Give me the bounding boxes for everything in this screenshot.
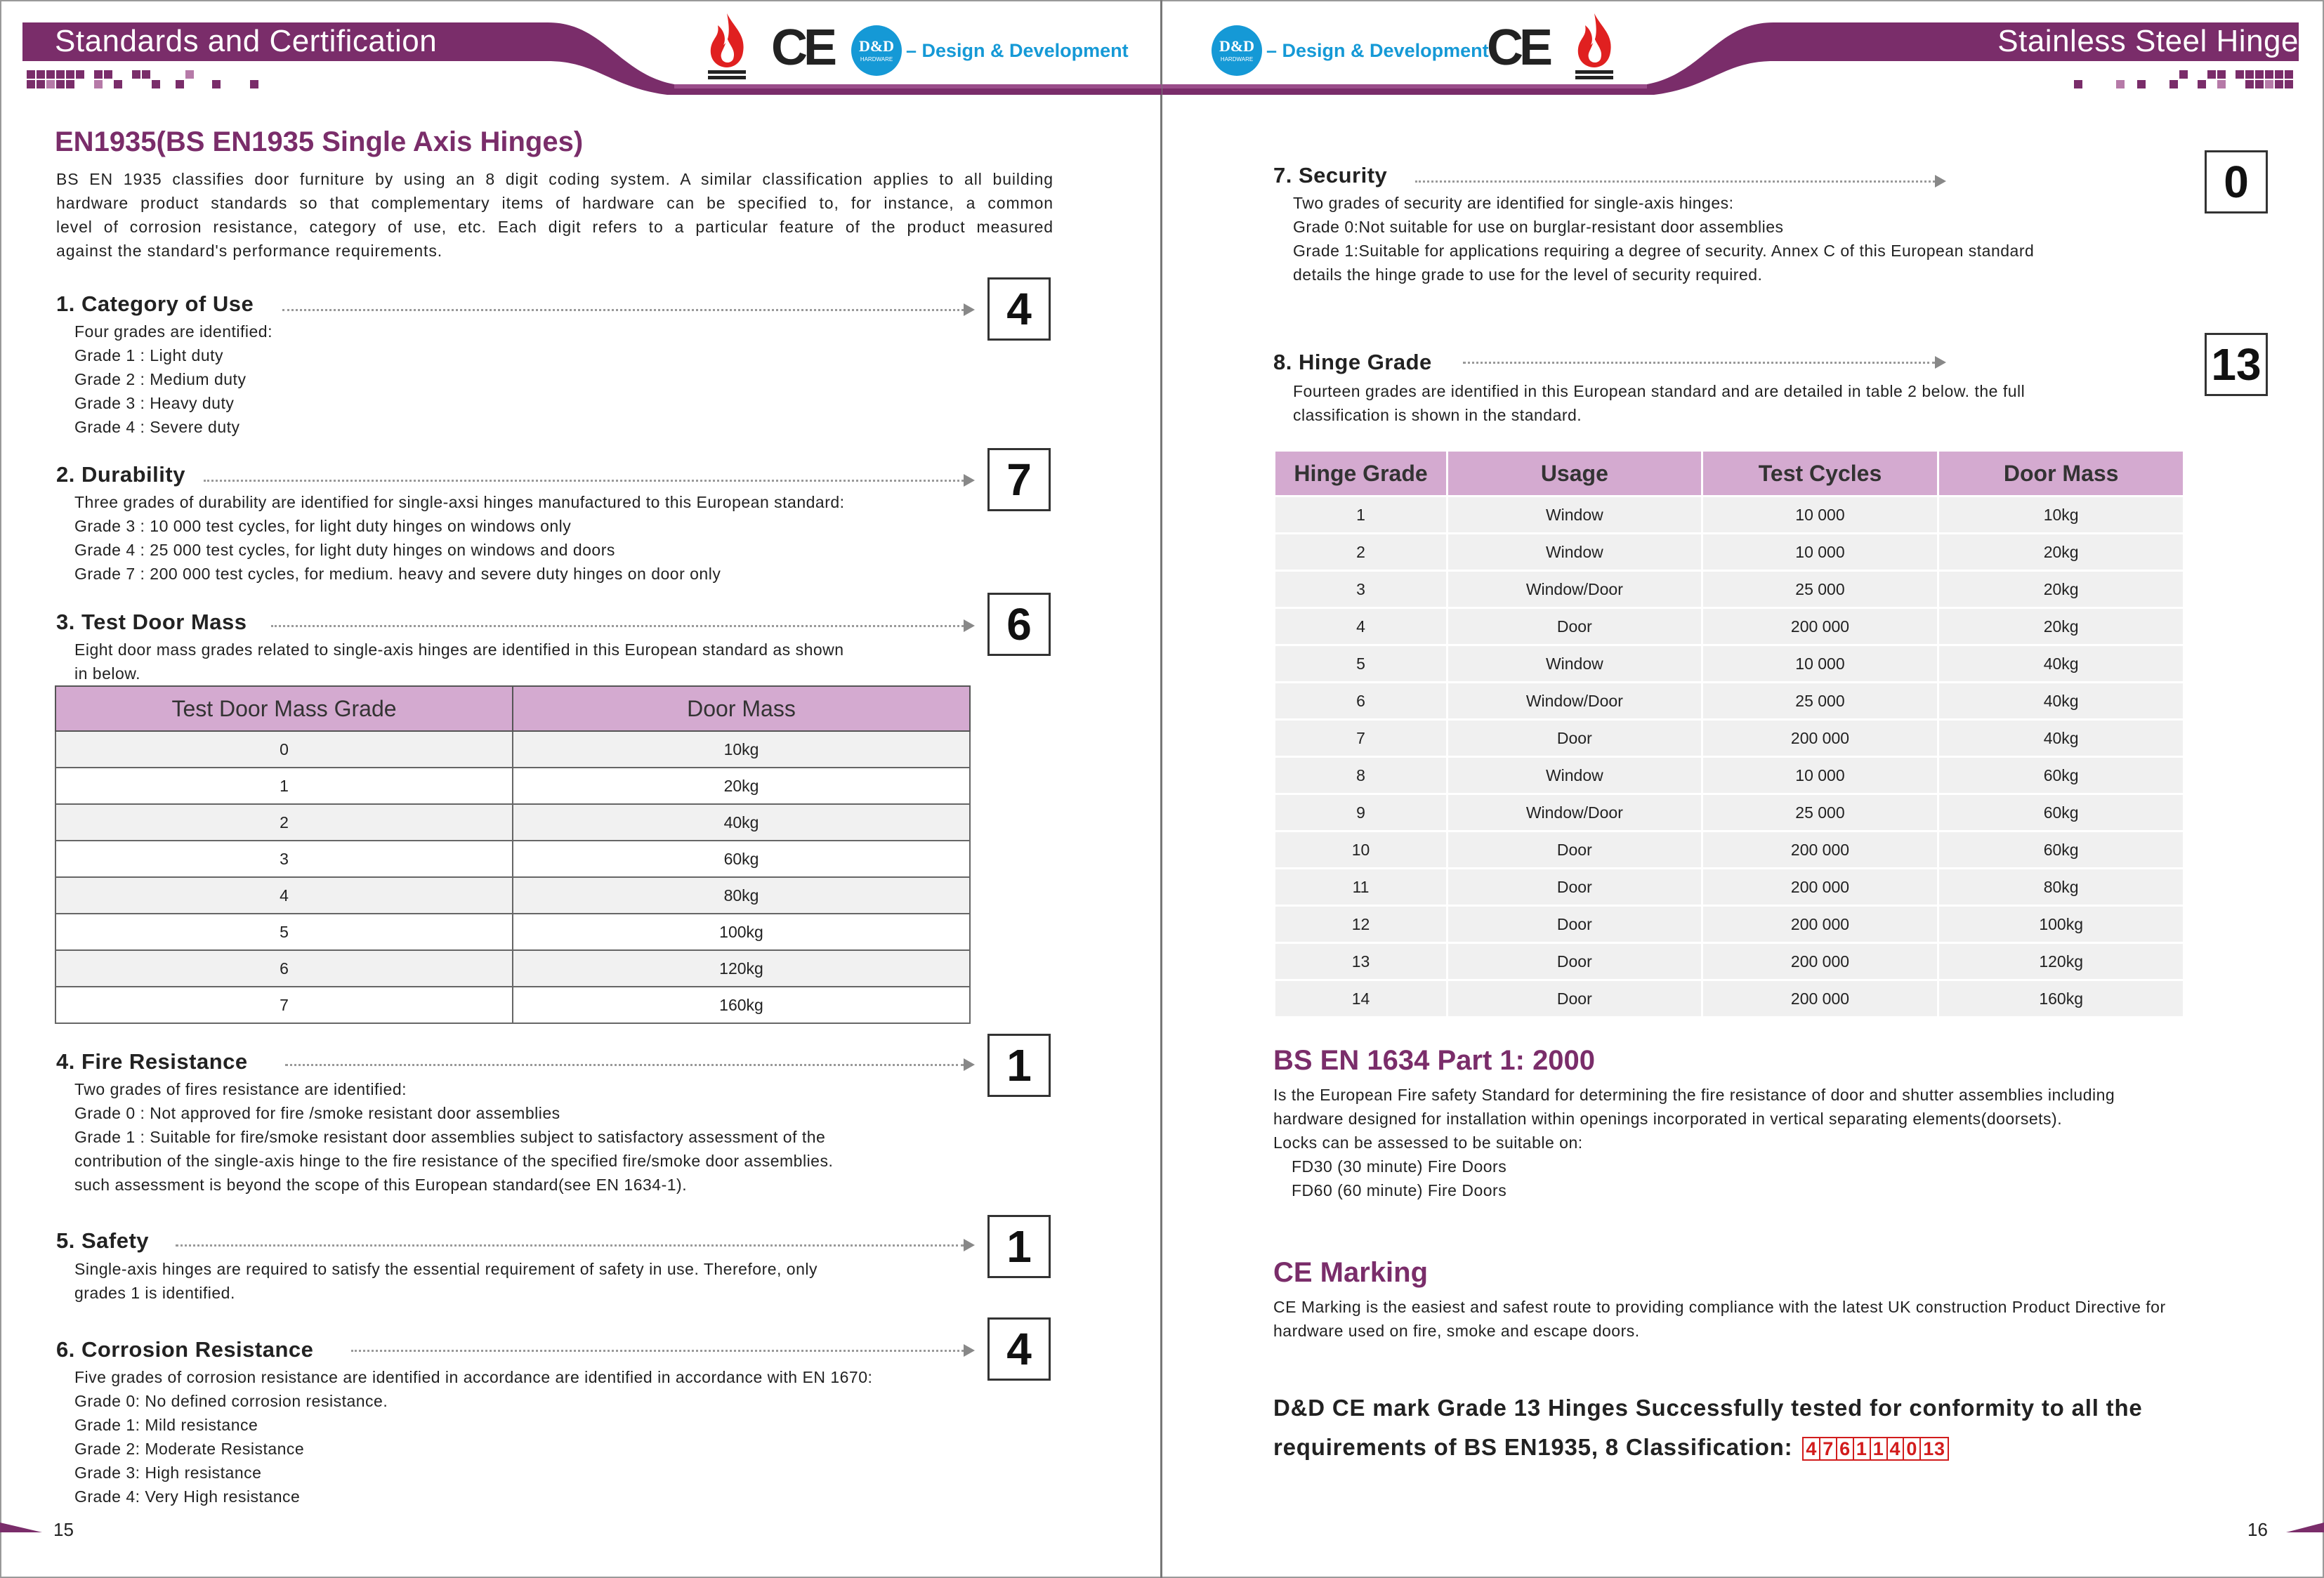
leader-dots <box>1463 362 1935 364</box>
test-door-mass-table <box>55 685 971 1024</box>
arrow-right-icon <box>964 1239 975 1251</box>
ce-marking-text: CE Marking is the easiest and safest route to providing compliance with the latest UK construction Product Directive for hardware used on fire, smoke and escape doors. <box>1273 1298 2166 1340</box>
bs-en-1634-text: Is the European Fire safety Standard for determining the fire resistance of door and shutter assemblies including hardware designed for installation within openings incorporated in vertical separating elements(doorsets). Locks can be assessed to be suitable on: FD30 (30 minute) Fire Doors FD60 (60 minute) Fire Doors <box>1273 1086 2115 1199</box>
ce-mark-icon: CE <box>771 20 834 76</box>
conclusion-line-1: D&D CE mark Grade 13 Hinges Successfully tested for conformity to all the <box>1273 1395 2143 1421</box>
category-of-use-text: Four grades are identified: Grade 1 : Light duty Grade 2 : Medium duty Grade 3 : Heavy duty Grade 4 : Severe duty <box>74 322 273 436</box>
page-number: 16 <box>2247 1519 2268 1540</box>
table-header: Door Mass <box>1938 451 2184 497</box>
footer-marker-left <box>0 1517 49 1538</box>
section-corrosion-resistance-title: 6. Corrosion Resistance <box>56 1337 314 1362</box>
right-page <box>1162 0 2324 1578</box>
table-row: 5 100kg <box>55 914 970 950</box>
leader-dots <box>204 480 964 482</box>
conclusion-line-2: requirements of BS EN1935, 8 Classification: 4 7 6 1 1 4 0 13 <box>1273 1434 1949 1461</box>
test-door-mass-text: Eight door mass grades related to single-axis hinges are identified in this European standard as shown in below. <box>74 640 844 683</box>
section-security-title: 7. Security <box>1273 163 1388 188</box>
leader-dots <box>282 309 964 311</box>
footer-marker-right <box>2286 1517 2324 1538</box>
table-row: 12 Door 200 000 100kg <box>1275 906 2184 943</box>
right-pixel-decoration <box>2026 70 2293 94</box>
table-row: 3 Window/Door 25 000 20kg <box>1275 571 2184 608</box>
security-value-box: 0 <box>2205 150 2268 213</box>
table-row: 2 40kg <box>55 804 970 841</box>
leader-dots <box>1415 180 1935 183</box>
arrow-right-icon <box>964 474 975 487</box>
dd-tagline: – Design & Development <box>906 40 1129 61</box>
table-header: Door Mass <box>513 686 970 731</box>
table-header: Test Door Mass Grade <box>55 686 513 731</box>
table-row: 7 160kg <box>55 987 970 1023</box>
classification-code: 4 7 6 1 1 4 0 13 <box>1804 1434 1948 1460</box>
arrow-right-icon <box>964 619 975 632</box>
dd-logo-icon: D&D HARDWARE <box>851 25 902 76</box>
section-durability-title: 2. Durability <box>56 462 185 487</box>
arrow-right-icon <box>1935 175 1946 188</box>
leader-dots <box>285 1064 964 1066</box>
table-row: 1 20kg <box>55 768 970 804</box>
fire-rated-icon <box>702 10 751 80</box>
durability-value-box: 7 <box>987 448 1051 511</box>
section-hinge-grade-title: 8. Hinge Grade <box>1273 350 1432 374</box>
left-header-title: Standards and Certification <box>55 24 438 58</box>
ce-marking-heading: CE Marking <box>1273 1257 1429 1288</box>
table-row: 7 Door 200 000 40kg <box>1275 720 2184 757</box>
left-pixel-decoration <box>27 70 280 94</box>
table-row: 3 60kg <box>55 841 970 877</box>
right-header-title: Stainless Steel Hinge <box>1997 24 2299 58</box>
table-row: 4 Door 200 000 20kg <box>1275 608 2184 645</box>
safety-value-box: 1 <box>987 1215 1051 1278</box>
page-number: 15 <box>53 1519 74 1540</box>
table-header: Usage <box>1447 451 1702 497</box>
category-of-use-value-box: 4 <box>987 277 1051 341</box>
table-row: 6 120kg <box>55 950 970 987</box>
safety-text: Single-axis hinges are required to satisfy the essential requirement of safety in use. Therefore, only grades 1 is identified. <box>74 1260 818 1302</box>
security-text: Two grades of security are identified for single-axis hinges: Grade 0:Not suitable for use on burglar-resistant door assemblies Grade 1:Suitable for applications requiring a degree of security. Annex C of this European standard details the hinge grade to use for the level of security required. <box>1293 194 2035 284</box>
bs-en-1634-heading: BS EN 1634 Part 1: 2000 <box>1273 1045 1596 1076</box>
corrosion-resistance-text: Five grades of corrosion resistance are identified in accordance are identified in accordance with EN 1670: Grade 0: No defined corrosion resistance. Grade 1: Mild resistance Grade 2: Moderate Resistance Grade 3: High resistance Grade 4: Very High resistance <box>74 1368 873 1506</box>
durability-text: Three grades of durability are identified for single-axsi hinges manufactured to this European standard: Grade 3 : 10 000 test cycles, for light duty hinges on windows only Grade 4 : 25 000 test cycles, for light duty hinges on windows and doors Grade 7 : 200 000 test cycles, for medium. heavy and severe duty hinges on door only <box>74 493 845 583</box>
table-row: 9 Window/Door 25 000 60kg <box>1275 794 2184 831</box>
table-row: 5 Window 10 000 40kg <box>1275 645 2184 683</box>
leader-dots <box>176 1244 964 1247</box>
dd-logo-icon: D&D HARDWARE <box>1212 25 1262 76</box>
table-row: 2 Window 10 000 20kg <box>1275 534 2184 571</box>
table-header: Test Cycles <box>1702 451 1938 497</box>
ce-mark-icon: CE <box>1487 20 1549 76</box>
arrow-right-icon <box>964 1058 975 1071</box>
table-header: Hinge Grade <box>1275 451 1447 497</box>
fire-resistance-text: Two grades of fires resistance are identified: Grade 0 : Not approved for fire /smoke resistant door assemblies Grade 1 : Suitable for fire/smoke resistant door assemblies subject to satisfactory assessment of the contribution of the single-axis hinge to the fire resistance of the specified fire/smoke door assemblies. such assessment is beyond the scope of this European standard(see EN 1634-1). <box>74 1080 834 1194</box>
table-row: 13 Door 200 000 120kg <box>1275 943 2184 980</box>
table-row: 10 Door 200 000 60kg <box>1275 831 2184 869</box>
test-door-mass-value-box: 6 <box>987 593 1051 656</box>
arrow-right-icon <box>964 1344 975 1357</box>
corrosion-resistance-value-box: 4 <box>987 1317 1051 1381</box>
fire-resistance-value-box: 1 <box>987 1034 1051 1097</box>
hinge-grade-value-box: 13 <box>2205 333 2268 396</box>
arrow-right-icon <box>1935 356 1946 369</box>
table-row: 4 80kg <box>55 877 970 914</box>
leader-dots <box>271 625 964 627</box>
table-row: 14 Door 200 000 160kg <box>1275 980 2184 1018</box>
section-fire-resistance-title: 4. Fire Resistance <box>56 1049 248 1074</box>
arrow-right-icon <box>964 303 975 316</box>
hinge-grade-text: Fourteen grades are identified in this European standard and are detailed in table 2 below. the full classification is shown in the standard. <box>1293 382 2026 424</box>
en1935-heading: EN1935(BS EN1935 Single Axis Hinges) <box>55 126 584 157</box>
section-test-door-mass-title: 3. Test Door Mass <box>56 610 247 634</box>
leader-dots <box>351 1350 964 1352</box>
hinge-grade-table <box>1273 449 2185 1018</box>
table-row: 6 Window/Door 25 000 40kg <box>1275 683 2184 720</box>
section-safety-title: 5. Safety <box>56 1228 150 1253</box>
fire-rated-icon <box>1570 10 1619 80</box>
table-row: 11 Door 200 000 80kg <box>1275 869 2184 906</box>
table-row: 1 Window 10 000 10kg <box>1275 497 2184 534</box>
dd-tagline: – Design & Development <box>1266 40 1489 61</box>
intro-paragraph: BS EN 1935 classifies door furniture by using an 8 digit coding system. A similar classification applies to all building hardware product standards so that complementary items of hardware can be specified to, for instance, a common level of corrosion resistance, category of use, etc. Each digit refers to a particular feature of the product measured against the standard's performance requirements. <box>56 170 1053 260</box>
section-category-of-use-title: 1. Category of Use <box>56 291 254 316</box>
table-row: 8 Window 10 000 60kg <box>1275 757 2184 794</box>
table-row: 0 10kg <box>55 731 970 768</box>
